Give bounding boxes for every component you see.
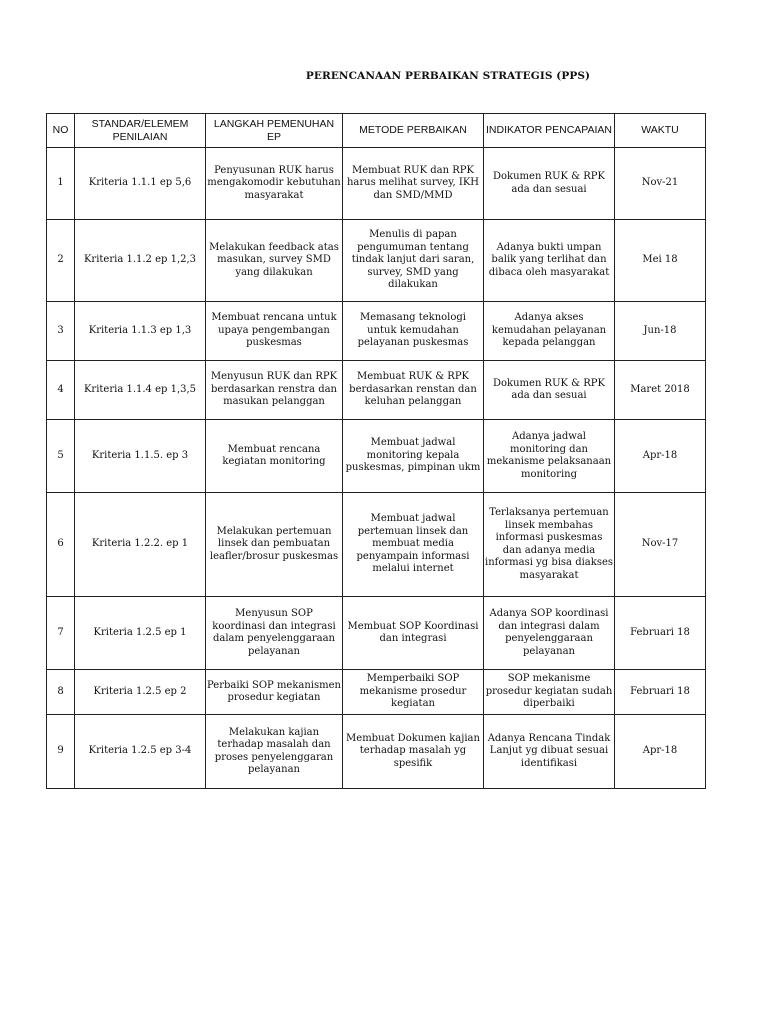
- cell-indikator: Dokumen RUK & RPK ada dan sesuai: [484, 148, 615, 220]
- cell-no: 5: [47, 420, 75, 493]
- cell-langkah: Penyusunan RUK harus mengakomodir kebutuhan masyarakat: [206, 148, 343, 220]
- cell-langkah: Membuat rencana untuk upaya pengembangan puskesmas: [206, 302, 343, 361]
- cell-indikator: Dokumen RUK & RPK ada dan sesuai: [484, 361, 615, 420]
- cell-langkah: Melakukan feedback atas masukan, survey SMD yang dilakukan: [206, 220, 343, 302]
- cell-standar: Kriteria 1.1.2 ep 1,2,3: [75, 220, 206, 302]
- cell-waktu: Apr-18: [615, 420, 706, 493]
- header-row: [47, 114, 706, 148]
- cell-metode: Membuat jadwal pertemuan linsek dan membuat media penyampain informasi melalui internet: [343, 493, 484, 597]
- cell-langkah: Melakukan kajian terhadap masalah dan proses penyelenggaran pelayanan: [206, 715, 343, 789]
- cell-waktu: Nov-21: [615, 148, 706, 220]
- cell-indikator: SOP mekanisme prosedur kegiatan sudah diperbaiki: [484, 670, 615, 715]
- cell-waktu: Mei 18: [615, 220, 706, 302]
- table-row: [47, 148, 706, 220]
- pps-table: [46, 113, 706, 789]
- cell-indikator: Terlaksanya pertemuan linsek membahas informasi puskesmas dan adanya media informasi yg bisa diakses masyarakat: [484, 493, 615, 597]
- table-row: [47, 597, 706, 670]
- header-langkah: LANGKAH PEMENUHAN EP: [206, 114, 343, 148]
- cell-no: 1: [47, 148, 75, 220]
- table-row: [47, 302, 706, 361]
- cell-metode: Membuat jadwal monitoring kepala puskesmas, pimpinan ukm: [343, 420, 484, 493]
- cell-waktu: Februari 18: [615, 670, 706, 715]
- cell-standar: Kriteria 1.1.5. ep 3: [75, 420, 206, 493]
- cell-no: 4: [47, 361, 75, 420]
- cell-metode: Memperbaiki SOP mekanisme prosedur kegiatan: [343, 670, 484, 715]
- cell-standar: Kriteria 1.2.5 ep 1: [75, 597, 206, 670]
- cell-metode: Membuat RUK dan RPK harus melihat survey, IKH dan SMD/MMD: [343, 148, 484, 220]
- cell-no: 9: [47, 715, 75, 789]
- cell-metode: Membuat Dokumen kajian terhadap masalah yg spesifik: [343, 715, 484, 789]
- cell-waktu: Februari 18: [615, 597, 706, 670]
- table-row: [47, 361, 706, 420]
- cell-waktu: Jun-18: [615, 302, 706, 361]
- cell-langkah: Perbaiki SOP mekanismen prosedur kegiatan: [206, 670, 343, 715]
- cell-langkah: Melakukan pertemuan linsek dan pembuatan leafler/brosur puskesmas: [206, 493, 343, 597]
- header-waktu: WAKTU: [615, 114, 706, 148]
- cell-indikator: Adanya bukti umpan balik yang terlihat dan dibaca oleh masyarakat: [484, 220, 615, 302]
- cell-waktu: Apr-18: [615, 715, 706, 789]
- cell-indikator: Adanya akses kemudahan pelayanan kepada pelanggan: [484, 302, 615, 361]
- table-row: [47, 715, 706, 789]
- cell-standar: Kriteria 1.2.5 ep 2: [75, 670, 206, 715]
- cell-waktu: Nov-17: [615, 493, 706, 597]
- cell-langkah: Menyusun RUK dan RPK berdasarkan renstra dan masukan pelanggan: [206, 361, 343, 420]
- cell-langkah: Menyusun SOP koordinasi dan integrasi dalam penyelenggaraan pelayanan: [206, 597, 343, 670]
- cell-metode: Memasang teknologi untuk kemudahan pelayanan puskesmas: [343, 302, 484, 361]
- cell-standar: Kriteria 1.2.2. ep 1: [75, 493, 206, 597]
- cell-no: 3: [47, 302, 75, 361]
- cell-no: 8: [47, 670, 75, 715]
- header-metode: METODE PERBAIKAN: [343, 114, 484, 148]
- header-no: NO: [47, 114, 75, 148]
- cell-indikator: Adanya jadwal monitoring dan mekanisme pelaksanaan monitoring: [484, 420, 615, 493]
- cell-standar: Kriteria 1.2.5 ep 3-4: [75, 715, 206, 789]
- cell-no: 2: [47, 220, 75, 302]
- cell-metode: Menulis di papan pengumuman tentang tindak lanjut dari saran, survey, SMD yang dilakukan: [343, 220, 484, 302]
- cell-metode: Membuat RUK & RPK berdasarkan renstan dan keluhan pelanggan: [343, 361, 484, 420]
- cell-standar: Kriteria 1.1.1 ep 5,6: [75, 148, 206, 220]
- cell-standar: Kriteria 1.1.3 ep 1,3: [75, 302, 206, 361]
- table-row: [47, 493, 706, 597]
- cell-indikator: Adanya Rencana Tindak Lanjut yg dibuat sesuai identifikasi: [484, 715, 615, 789]
- cell-waktu: Maret 2018: [615, 361, 706, 420]
- cell-no: 6: [47, 493, 75, 597]
- cell-langkah: Membuat rencana kegiatan monitoring: [206, 420, 343, 493]
- header-standar: STANDAR/ELEMEM PENILAIAN: [75, 114, 206, 148]
- document-title: PERENCANAAN PERBAIKAN STRATEGIS (PPS): [305, 70, 591, 82]
- cell-metode: Membuat SOP Koordinasi dan integrasi: [343, 597, 484, 670]
- cell-indikator: Adanya SOP koordinasi dan integrasi dalam penyelenggaraan pelayanan: [484, 597, 615, 670]
- cell-standar: Kriteria 1.1.4 ep 1,3,5: [75, 361, 206, 420]
- table-row: [47, 420, 706, 493]
- table-row: [47, 220, 706, 302]
- cell-no: 7: [47, 597, 75, 670]
- header-indikator: INDIKATOR PENCAPAIAN: [484, 114, 615, 148]
- table-row: [47, 670, 706, 715]
